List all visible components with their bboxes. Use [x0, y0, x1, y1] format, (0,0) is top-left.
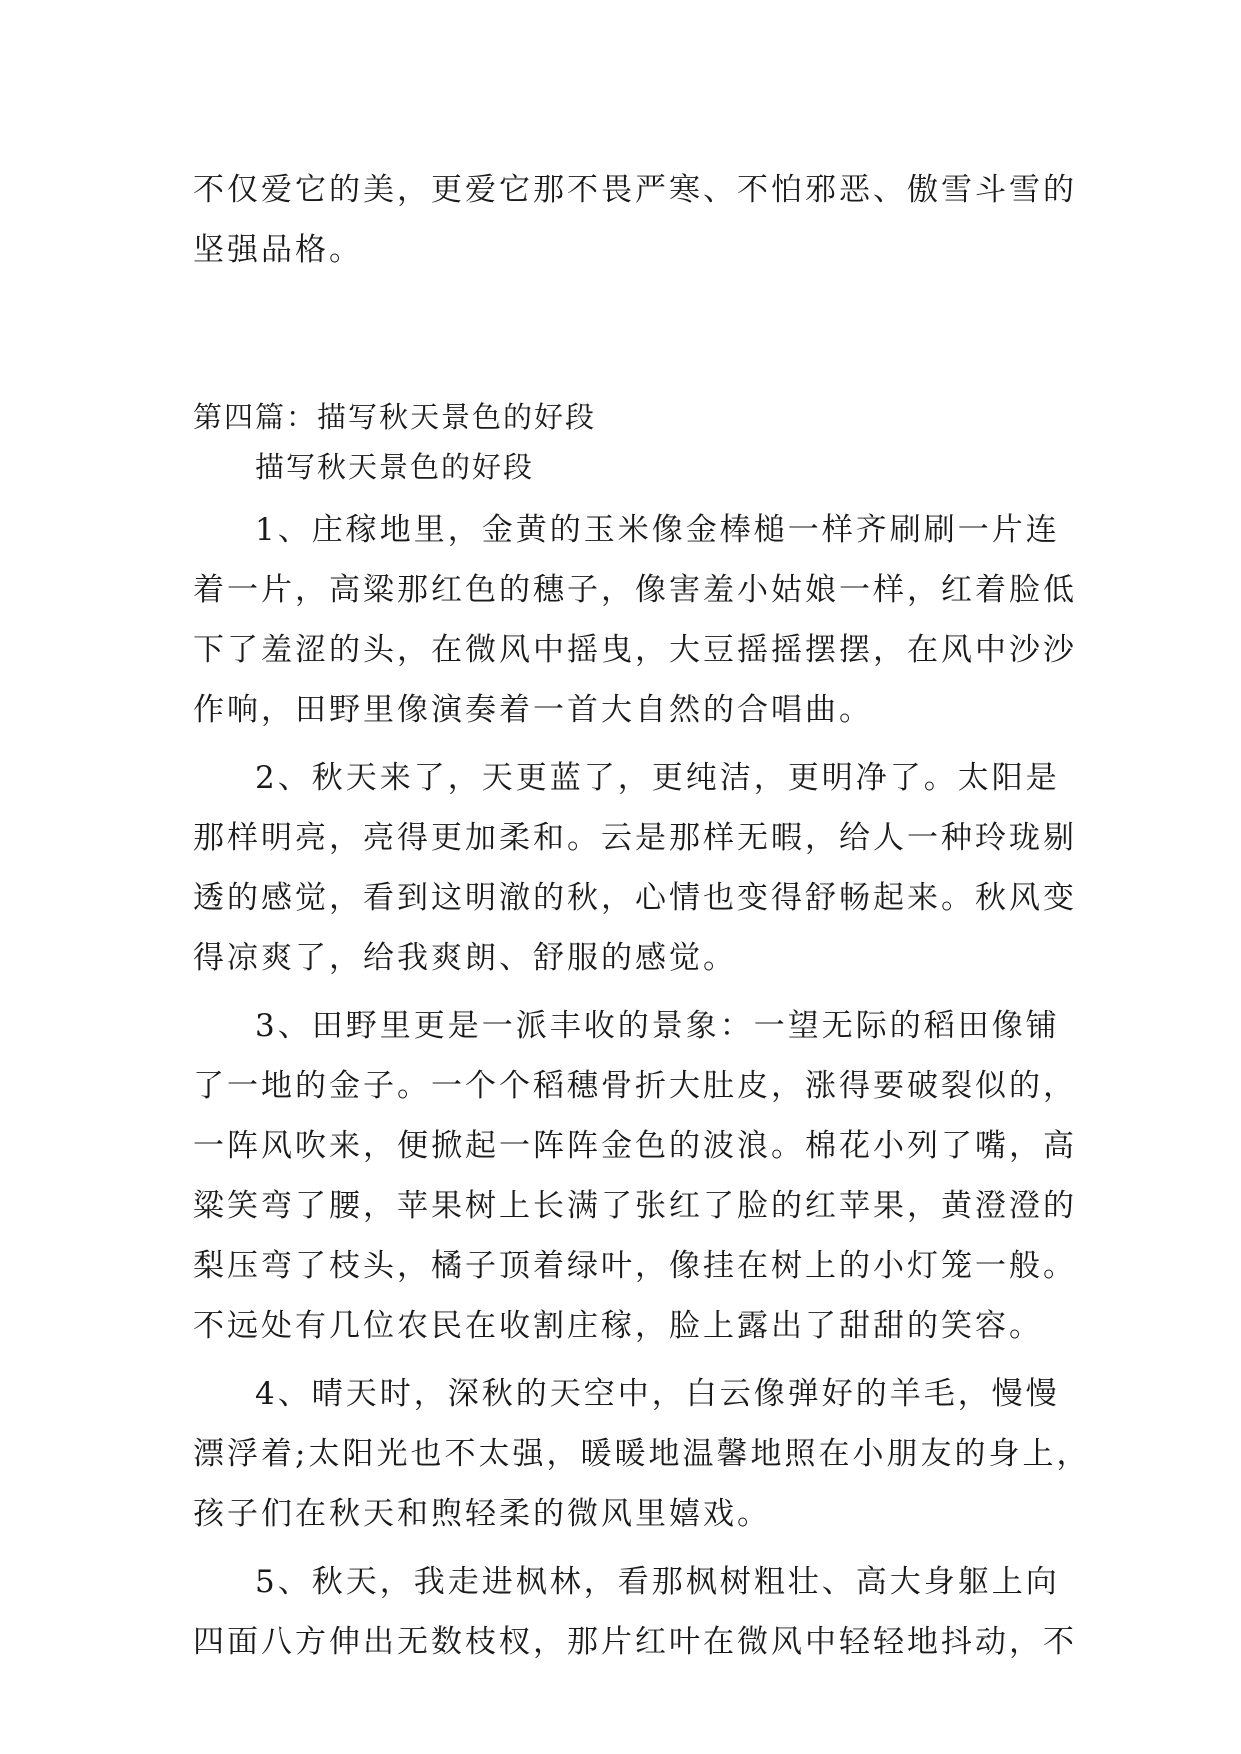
paragraph-3: [193, 996, 1077, 1356]
paragraph-5: [193, 1552, 1077, 1672]
paragraph-line: 四面八方伸出无数枝杈，那片红叶在微风中轻轻地抖动，不: [193, 1624, 1077, 1660]
paragraph-line: 得凉爽了，给我爽朗、舒服的感觉。: [193, 940, 737, 976]
paragraph-line: 着一片，高粱那红色的穗子，像害羞小姑娘一样，红着脸低: [193, 572, 1077, 608]
document-body: [193, 160, 1091, 1672]
paragraph-4: [193, 1364, 1091, 1544]
paragraph-line: 作响，田野里像演奏着一首大自然的合唱曲。: [193, 692, 873, 728]
paragraph-line: 漂浮着;太阳光也不太强，暖暖地温馨地照在小朋友的身上，: [193, 1436, 1091, 1472]
paragraph-line: 3、田野里更是一派丰收的景象：一望无际的稻田像铺: [255, 1008, 1060, 1044]
paragraph-line: 下了羞涩的头，在微风中摇曳，大豆摇摇摆摆，在风中沙沙: [193, 632, 1077, 668]
paragraph-line: 4、晴天时，深秋的天空中，白云像弹好的羊毛，慢慢: [255, 1376, 1060, 1412]
intro-line: 坚强品格。: [193, 232, 363, 268]
paragraph-line: 了一地的金子。一个个稻穗骨折大肚皮，涨得要破裂似的，: [193, 1068, 1077, 1104]
section-subtitle: 描写秋天景色的好段: [255, 450, 535, 484]
paragraph-line: 孩子们在秋天和煦轻柔的微风里嬉戏。: [193, 1496, 771, 1532]
paragraph-line: 1、庄稼地里，金黄的玉米像金棒槌一样齐刷刷一片连: [255, 512, 1060, 548]
section-title: 第四篇：描写秋天景色的好段: [193, 400, 597, 434]
paragraph-1: [193, 500, 1077, 740]
intro-line: 不仅爱它的美，更爱它那不畏严寒、不怕邪恶、傲雪斗雪的: [193, 172, 1077, 208]
paragraph-line: 粱笑弯了腰，苹果树上长满了张红了脸的红苹果，黄澄澄的: [193, 1188, 1077, 1224]
paragraph-line: 一阵风吹来，便掀起一阵阵金色的波浪。棉花小列了嘴，高: [193, 1128, 1077, 1164]
paragraph-line: 透的感觉，看到这明澈的秋，心情也变得舒畅起来。秋风变: [193, 880, 1077, 916]
paragraph-line: 5、秋天，我走进枫林，看那枫树粗壮、高大身躯上向: [255, 1564, 1060, 1600]
paragraph-line: 梨压弯了枝头，橘子顶着绿叶，像挂在树上的小灯笼一般。: [193, 1248, 1077, 1284]
paragraph-line: 那样明亮，亮得更加柔和。云是那样无暇，给人一种玲珑剔: [193, 820, 1077, 856]
paragraph-line: 不远处有几位农民在收割庄稼，脸上露出了甜甜的笑容。: [193, 1308, 1043, 1344]
paragraph-line: 2、秋天来了，天更蓝了，更纯洁，更明净了。太阳是: [255, 760, 1060, 796]
paragraph-2: [193, 748, 1077, 988]
